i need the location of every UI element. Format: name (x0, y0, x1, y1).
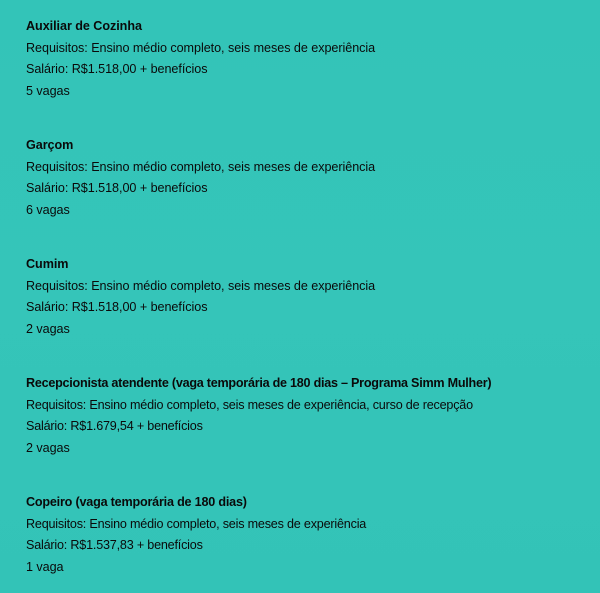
job-salary: Salário: R$1.679,54 + benefícios (26, 419, 203, 434)
job-requirements: Requisitos: Ensino médio completo, seis meses de experiência (26, 159, 376, 174)
job-title: Auxiliar de Cozinha (26, 19, 142, 33)
job-requirements: Requisitos: Ensino médio completo, seis meses de experiência (26, 40, 376, 55)
job-title: Garçom (26, 138, 74, 152)
job-salary: Salário: R$1.537,83 + benefícios (26, 538, 203, 553)
job-salary: Salário: R$1.518,00 + benefícios (26, 300, 208, 315)
job-title: Cumim (26, 257, 69, 271)
job-openings: 2 vagas (26, 321, 70, 336)
job-salary: Salário: R$1.518,00 + benefícios (26, 181, 208, 196)
job-requirements: Requisitos: Ensino médio completo, seis meses de experiência (26, 516, 367, 531)
job-listing-recepcionista (26, 373, 596, 459)
job-listing-auxiliar-de-cozinha (26, 16, 596, 102)
job-requirements: Requisitos: Ensino médio completo, seis meses de experiência (26, 278, 376, 293)
job-listing-copeiro (26, 492, 596, 578)
job-listing-cumim (26, 254, 596, 340)
job-title: Copeiro (vaga temporária de 180 dias) (26, 495, 247, 509)
job-openings: 6 vagas (26, 202, 70, 217)
job-listing-garcom (26, 135, 596, 221)
job-salary: Salário: R$1.518,00 + benefícios (26, 62, 208, 77)
job-openings: 2 vagas (26, 440, 70, 455)
job-requirements: Requisitos: Ensino médio completo, seis meses de experiência, curso de recepção (26, 397, 473, 412)
job-openings: 5 vagas (26, 83, 70, 98)
job-title: Recepcionista atendente (vaga temporária de 180 dias – Programa Simm Mulher) (26, 376, 492, 390)
job-openings: 1 vaga (26, 559, 64, 574)
